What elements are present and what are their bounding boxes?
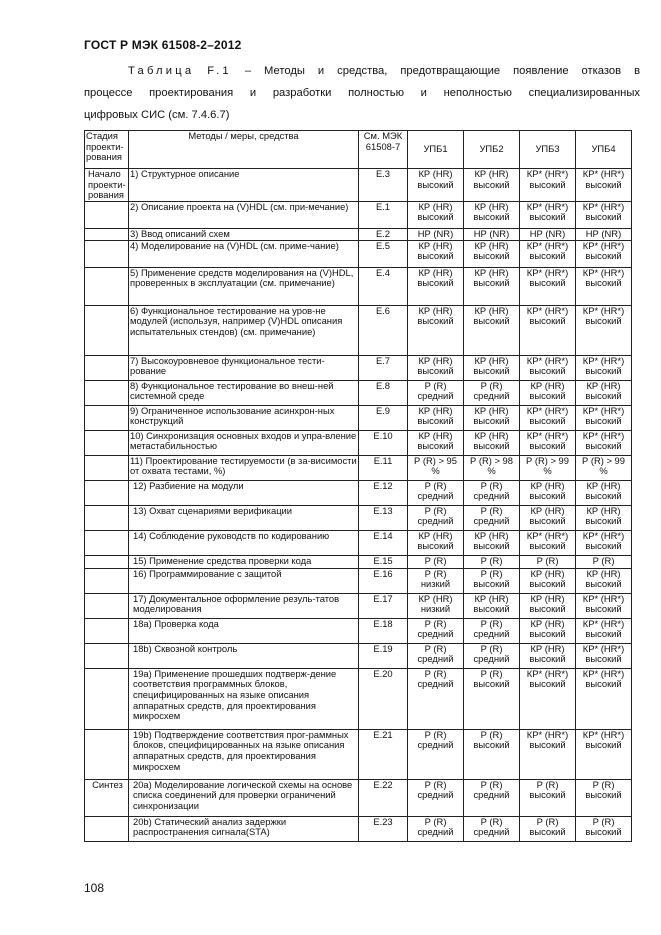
reference-cell: E.18 — [359, 618, 408, 643]
reference-cell: E.8 — [359, 380, 408, 405]
sil2-cell: КР (HR) высокий — [464, 530, 520, 555]
reference-cell: E.21 — [359, 729, 408, 779]
method-cell: 4) Моделирование на (V)HDL (см. приме-чание) — [129, 240, 359, 267]
sil4-cell: Р (R) — [576, 555, 632, 568]
col-header-sil1: УПБ1 — [408, 131, 464, 169]
reference-cell: E.10 — [359, 430, 408, 455]
method-cell: 18а) Проверка кода — [129, 618, 359, 643]
sil1-cell: КР (HR) высокий — [408, 405, 464, 430]
sil2-cell: КР (HR) высокий — [464, 201, 520, 228]
sil3-cell: КР* (HR*) высокий — [520, 240, 576, 267]
sil1-cell: КР (HR) высокий — [408, 267, 464, 305]
table-row — [85, 430, 632, 455]
reference-cell: E.5 — [359, 240, 408, 267]
stage-cell — [85, 405, 129, 430]
caption-label: Таблица — [128, 65, 195, 77]
sil2-cell: КР (HR) высокий — [464, 355, 520, 380]
stage-cell — [85, 593, 129, 618]
stage-cell — [85, 305, 129, 355]
reference-cell: E.22 — [359, 779, 408, 816]
table-row — [85, 668, 632, 729]
reference-cell: E.17 — [359, 593, 408, 618]
reference-cell: E.12 — [359, 480, 408, 505]
sil3-cell: КР* (HR*) высокий — [520, 668, 576, 729]
sil3-cell: КР* (HR*) высокий — [520, 729, 576, 779]
table-row — [85, 816, 632, 841]
sil1-cell: КР (HR) высокий — [408, 305, 464, 355]
method-cell: 6) Функциональное тестирование на уров-не модулей (используя, например (V)HDL описания испытательных стендов) (см. примечание) — [129, 305, 359, 355]
method-cell: 19а) Применение прошедших подтверж-дение соответствия программных блоков, специфицированных на языке описания аппаратных средств, для проектирования микросхем — [129, 668, 359, 729]
stage-cell — [85, 380, 129, 405]
sil4-cell: КР (HR) высокий — [576, 480, 632, 505]
sil4-cell: Р (R) > 99 % — [576, 455, 632, 480]
stage-cell: Синтез — [85, 779, 129, 816]
sil2-cell: Р (R) средний — [464, 779, 520, 816]
col-header-methods: Методы / меры, средства — [129, 131, 359, 169]
sil4-cell: НР (NR) — [576, 228, 632, 240]
method-cell: 19b) Подтверждение соответствия прог-раммных блоков, специфицированных на языке описания аппаратных средств, для проектирования микросхем — [129, 729, 359, 779]
table-row — [85, 305, 632, 355]
sil3-cell: КР* (HR*) высокий — [520, 530, 576, 555]
sil1-cell: КР (HR) низкий — [408, 593, 464, 618]
sil2-cell: КР (HR) высокий — [464, 240, 520, 267]
method-cell: 20а) Моделирование логической схемы на основе списка соединений для проверки ограничений синхронизации — [129, 779, 359, 816]
method-cell: 18b) Сквозной контроль — [129, 643, 359, 668]
sil3-cell: Р (R) высокий — [520, 779, 576, 816]
table-row — [85, 455, 632, 480]
stage-cell — [85, 555, 129, 568]
caption-line1: – Методы и средства, предотвращающие появление отказов в — [244, 65, 641, 77]
sil4-cell: КР* (HR*) высокий — [576, 643, 632, 668]
method-cell: 3) Ввод описаний схем — [129, 228, 359, 240]
table-row — [85, 201, 632, 228]
sil2-cell: КР (HR) высокий — [464, 169, 520, 202]
sil3-cell: КР (HR) высокий — [520, 480, 576, 505]
sil3-cell: КР* (HR*) высокий — [520, 405, 576, 430]
table-row — [85, 530, 632, 555]
method-cell: 8) Функциональное тестирование во внеш-ней системной среде — [129, 380, 359, 405]
sil4-cell: КР (HR) высокий — [576, 380, 632, 405]
sil3-cell: КР* (HR*) высокий — [520, 201, 576, 228]
caption-line3: цифровых СИС (см. 7.4.6.7) — [84, 109, 230, 121]
sil2-cell: КР (HR) высокий — [464, 267, 520, 305]
reference-cell: E.2 — [359, 228, 408, 240]
method-cell: 14) Соблюдение руководств по кодированию — [129, 530, 359, 555]
sil4-cell: КР* (HR*) высокий — [576, 355, 632, 380]
col-header-stage: Стадия проекти-рования — [85, 131, 129, 169]
stage-cell — [85, 505, 129, 530]
sil1-cell: КР (HR) высокий — [408, 430, 464, 455]
method-cell: 5) Применение средств моделирования на (V)HDL, проверенных в эксплуатации (см. примечание) — [129, 267, 359, 305]
sil2-cell: КР (HR) высокий — [464, 305, 520, 355]
method-cell: 15) Применение средства проверки кода — [129, 555, 359, 568]
reference-cell: E.11 — [359, 455, 408, 480]
sil2-cell: Р (R) высокий — [464, 729, 520, 779]
col-header-reference: См. МЭК 61508-7 — [359, 131, 408, 169]
method-cell: 1) Структурное описание — [129, 169, 359, 202]
table-row — [85, 405, 632, 430]
reference-cell: E.14 — [359, 530, 408, 555]
method-cell: 12) Разбиение на модули — [129, 480, 359, 505]
sil4-cell: Р (R) высокий — [576, 779, 632, 816]
sil2-cell: НР (NR) — [464, 228, 520, 240]
method-cell: 20b) Статический анализ задержки распространения сигнала(STA) — [129, 816, 359, 841]
sil4-cell: КР* (HR*) высокий — [576, 668, 632, 729]
sil3-cell: КР (HR) высокий — [520, 618, 576, 643]
sil4-cell: КР* (HR*) высокий — [576, 430, 632, 455]
table-row — [85, 169, 632, 202]
sil3-cell: Р (R) — [520, 555, 576, 568]
sil4-cell: КР* (HR*) высокий — [576, 618, 632, 643]
table-row — [85, 568, 632, 593]
sil4-cell: КР* (HR*) высокий — [576, 405, 632, 430]
method-cell: 13) Охват сценариями верификации — [129, 505, 359, 530]
caption-line2: процессе проектирования и разработки полностью и неполностью специализированных — [84, 87, 640, 99]
sil1-cell: Р (R) > 95 % — [408, 455, 464, 480]
document-header: ГОСТ Р МЭК 61508-2–2012 — [84, 38, 242, 52]
sil2-cell: Р (R) средний — [464, 505, 520, 530]
stage-cell — [85, 455, 129, 480]
method-cell: 11) Проектирование тестируемости (в за-висимости от охвата тестами, %) — [129, 455, 359, 480]
table-row — [85, 505, 632, 530]
stage-cell — [85, 668, 129, 729]
col-header-sil4: УПБ4 — [576, 131, 632, 169]
reference-cell: E.20 — [359, 668, 408, 729]
sil4-cell: КР* (HR*) высокий — [576, 305, 632, 355]
method-cell: 16) Программирование с защитой — [129, 568, 359, 593]
reference-cell: E.7 — [359, 355, 408, 380]
table-row — [85, 355, 632, 380]
table-row — [85, 618, 632, 643]
reference-cell: E.6 — [359, 305, 408, 355]
method-cell: 17) Документальное оформление резуль-татов моделирования — [129, 593, 359, 618]
sil3-cell: Р (R) высокий — [520, 816, 576, 841]
sil3-cell: КР (HR) высокий — [520, 593, 576, 618]
stage-cell — [85, 355, 129, 380]
stage-cell — [85, 201, 129, 228]
table-row — [85, 643, 632, 668]
col-header-sil3: УПБ3 — [520, 131, 576, 169]
sil2-cell: Р (R) — [464, 555, 520, 568]
table-row — [85, 555, 632, 568]
sil4-cell: КР* (HR*) высокий — [576, 267, 632, 305]
table-row — [85, 380, 632, 405]
table-row — [85, 779, 632, 816]
sil4-cell: КР* (HR*) высокий — [576, 530, 632, 555]
table-row — [85, 480, 632, 505]
sil1-cell: Р (R) средний — [408, 380, 464, 405]
sil1-cell: Р (R) средний — [408, 618, 464, 643]
sil3-cell: КР* (HR*) высокий — [520, 430, 576, 455]
reference-cell: E.3 — [359, 169, 408, 202]
sil4-cell: Р (R) высокий — [576, 816, 632, 841]
sil1-cell: КР (HR) высокий — [408, 530, 464, 555]
stage-cell — [85, 240, 129, 267]
page-number: 108 — [84, 881, 105, 895]
sil4-cell: КР* (HR*) высокий — [576, 593, 632, 618]
sil2-cell: Р (R) высокий — [464, 568, 520, 593]
method-cell: 10) Синхронизация основных входов и упра-вление метастабильностью — [129, 430, 359, 455]
reference-cell: E.16 — [359, 568, 408, 593]
stage-cell — [85, 228, 129, 240]
stage-cell — [85, 480, 129, 505]
reference-cell: E.13 — [359, 505, 408, 530]
sil2-cell: КР (HR) высокий — [464, 405, 520, 430]
sil2-cell: Р (R) средний — [464, 643, 520, 668]
sil2-cell: Р (R) средний — [464, 480, 520, 505]
sil3-cell: КР* (HR*) высокий — [520, 305, 576, 355]
method-cell: 2) Описание проекта на (V)HDL (см. при-мечание) — [129, 201, 359, 228]
sil3-cell: КР* (HR*) высокий — [520, 267, 576, 305]
reference-cell: E.4 — [359, 267, 408, 305]
sil3-cell: КР* (HR*) высокий — [520, 169, 576, 202]
table-row — [85, 593, 632, 618]
sil1-cell: Р (R) средний — [408, 505, 464, 530]
sil1-cell: Р (R) низкий — [408, 568, 464, 593]
sil3-cell: КР (HR) высокий — [520, 380, 576, 405]
table-row — [85, 729, 632, 779]
stage-cell — [85, 643, 129, 668]
stage-cell — [85, 267, 129, 305]
sil3-cell: КР (HR) высокий — [520, 643, 576, 668]
method-cell: 9) Ограниченное использование асинхрон-ных конструкций — [129, 405, 359, 430]
reference-cell: E.15 — [359, 555, 408, 568]
table-body — [85, 169, 632, 842]
stage-cell: Начало проекти-рования — [85, 169, 129, 202]
reference-cell: E.23 — [359, 816, 408, 841]
method-cell: 7) Высокоуровневое функциональное тести-рование — [129, 355, 359, 380]
sil1-cell: Р (R) средний — [408, 816, 464, 841]
sil4-cell: КР* (HR*) высокий — [576, 201, 632, 228]
sil3-cell: Р (R) > 99 % — [520, 455, 576, 480]
table-row — [85, 228, 632, 240]
sil2-cell: Р (R) > 98 % — [464, 455, 520, 480]
sil1-cell: КР (HR) высокий — [408, 355, 464, 380]
sil4-cell: КР* (HR*) высокий — [576, 169, 632, 202]
sil1-cell: Р (R) средний — [408, 643, 464, 668]
sil1-cell: Р (R) средний — [408, 779, 464, 816]
reference-cell: E.19 — [359, 643, 408, 668]
sil4-cell: КР* (HR*) высокий — [576, 240, 632, 267]
sil1-cell: КР (HR) высокий — [408, 240, 464, 267]
stage-cell — [85, 729, 129, 779]
stage-cell — [85, 816, 129, 841]
stage-cell — [85, 568, 129, 593]
reference-cell: E.9 — [359, 405, 408, 430]
sil2-cell: КР (HR) высокий — [464, 593, 520, 618]
sil1-cell: Р (R) средний — [408, 480, 464, 505]
stage-cell — [85, 618, 129, 643]
sil3-cell: НР (NR) — [520, 228, 576, 240]
sil3-cell: КР* (HR*) высокий — [520, 355, 576, 380]
sil2-cell: Р (R) средний — [464, 618, 520, 643]
sil1-cell: КР (HR) высокий — [408, 169, 464, 202]
sil4-cell: КР* (HR*) высокий — [576, 729, 632, 779]
caption-number: F.1 — [207, 65, 232, 77]
table-caption — [84, 60, 640, 126]
sil2-cell: КР (HR) высокий — [464, 430, 520, 455]
stage-cell — [85, 430, 129, 455]
sil2-cell: Р (R) высокий — [464, 668, 520, 729]
sil2-cell: Р (R) средний — [464, 816, 520, 841]
methods-table — [84, 130, 632, 842]
sil3-cell: КР (HR) высокий — [520, 568, 576, 593]
col-header-sil2: УПБ2 — [464, 131, 520, 169]
sil3-cell: КР (HR) высокий — [520, 505, 576, 530]
sil1-cell: Р (R) средний — [408, 729, 464, 779]
stage-cell — [85, 530, 129, 555]
sil1-cell: Р (R) средний — [408, 668, 464, 729]
sil1-cell: Р (R) — [408, 555, 464, 568]
sil1-cell: КР (HR) высокий — [408, 201, 464, 228]
sil1-cell: НР (NR) — [408, 228, 464, 240]
table-row — [85, 267, 632, 305]
reference-cell: E.1 — [359, 201, 408, 228]
table-row — [85, 240, 632, 267]
sil4-cell: КР (HR) высокий — [576, 505, 632, 530]
sil2-cell: Р (R) средний — [464, 380, 520, 405]
sil4-cell: КР (HR) высокий — [576, 568, 632, 593]
